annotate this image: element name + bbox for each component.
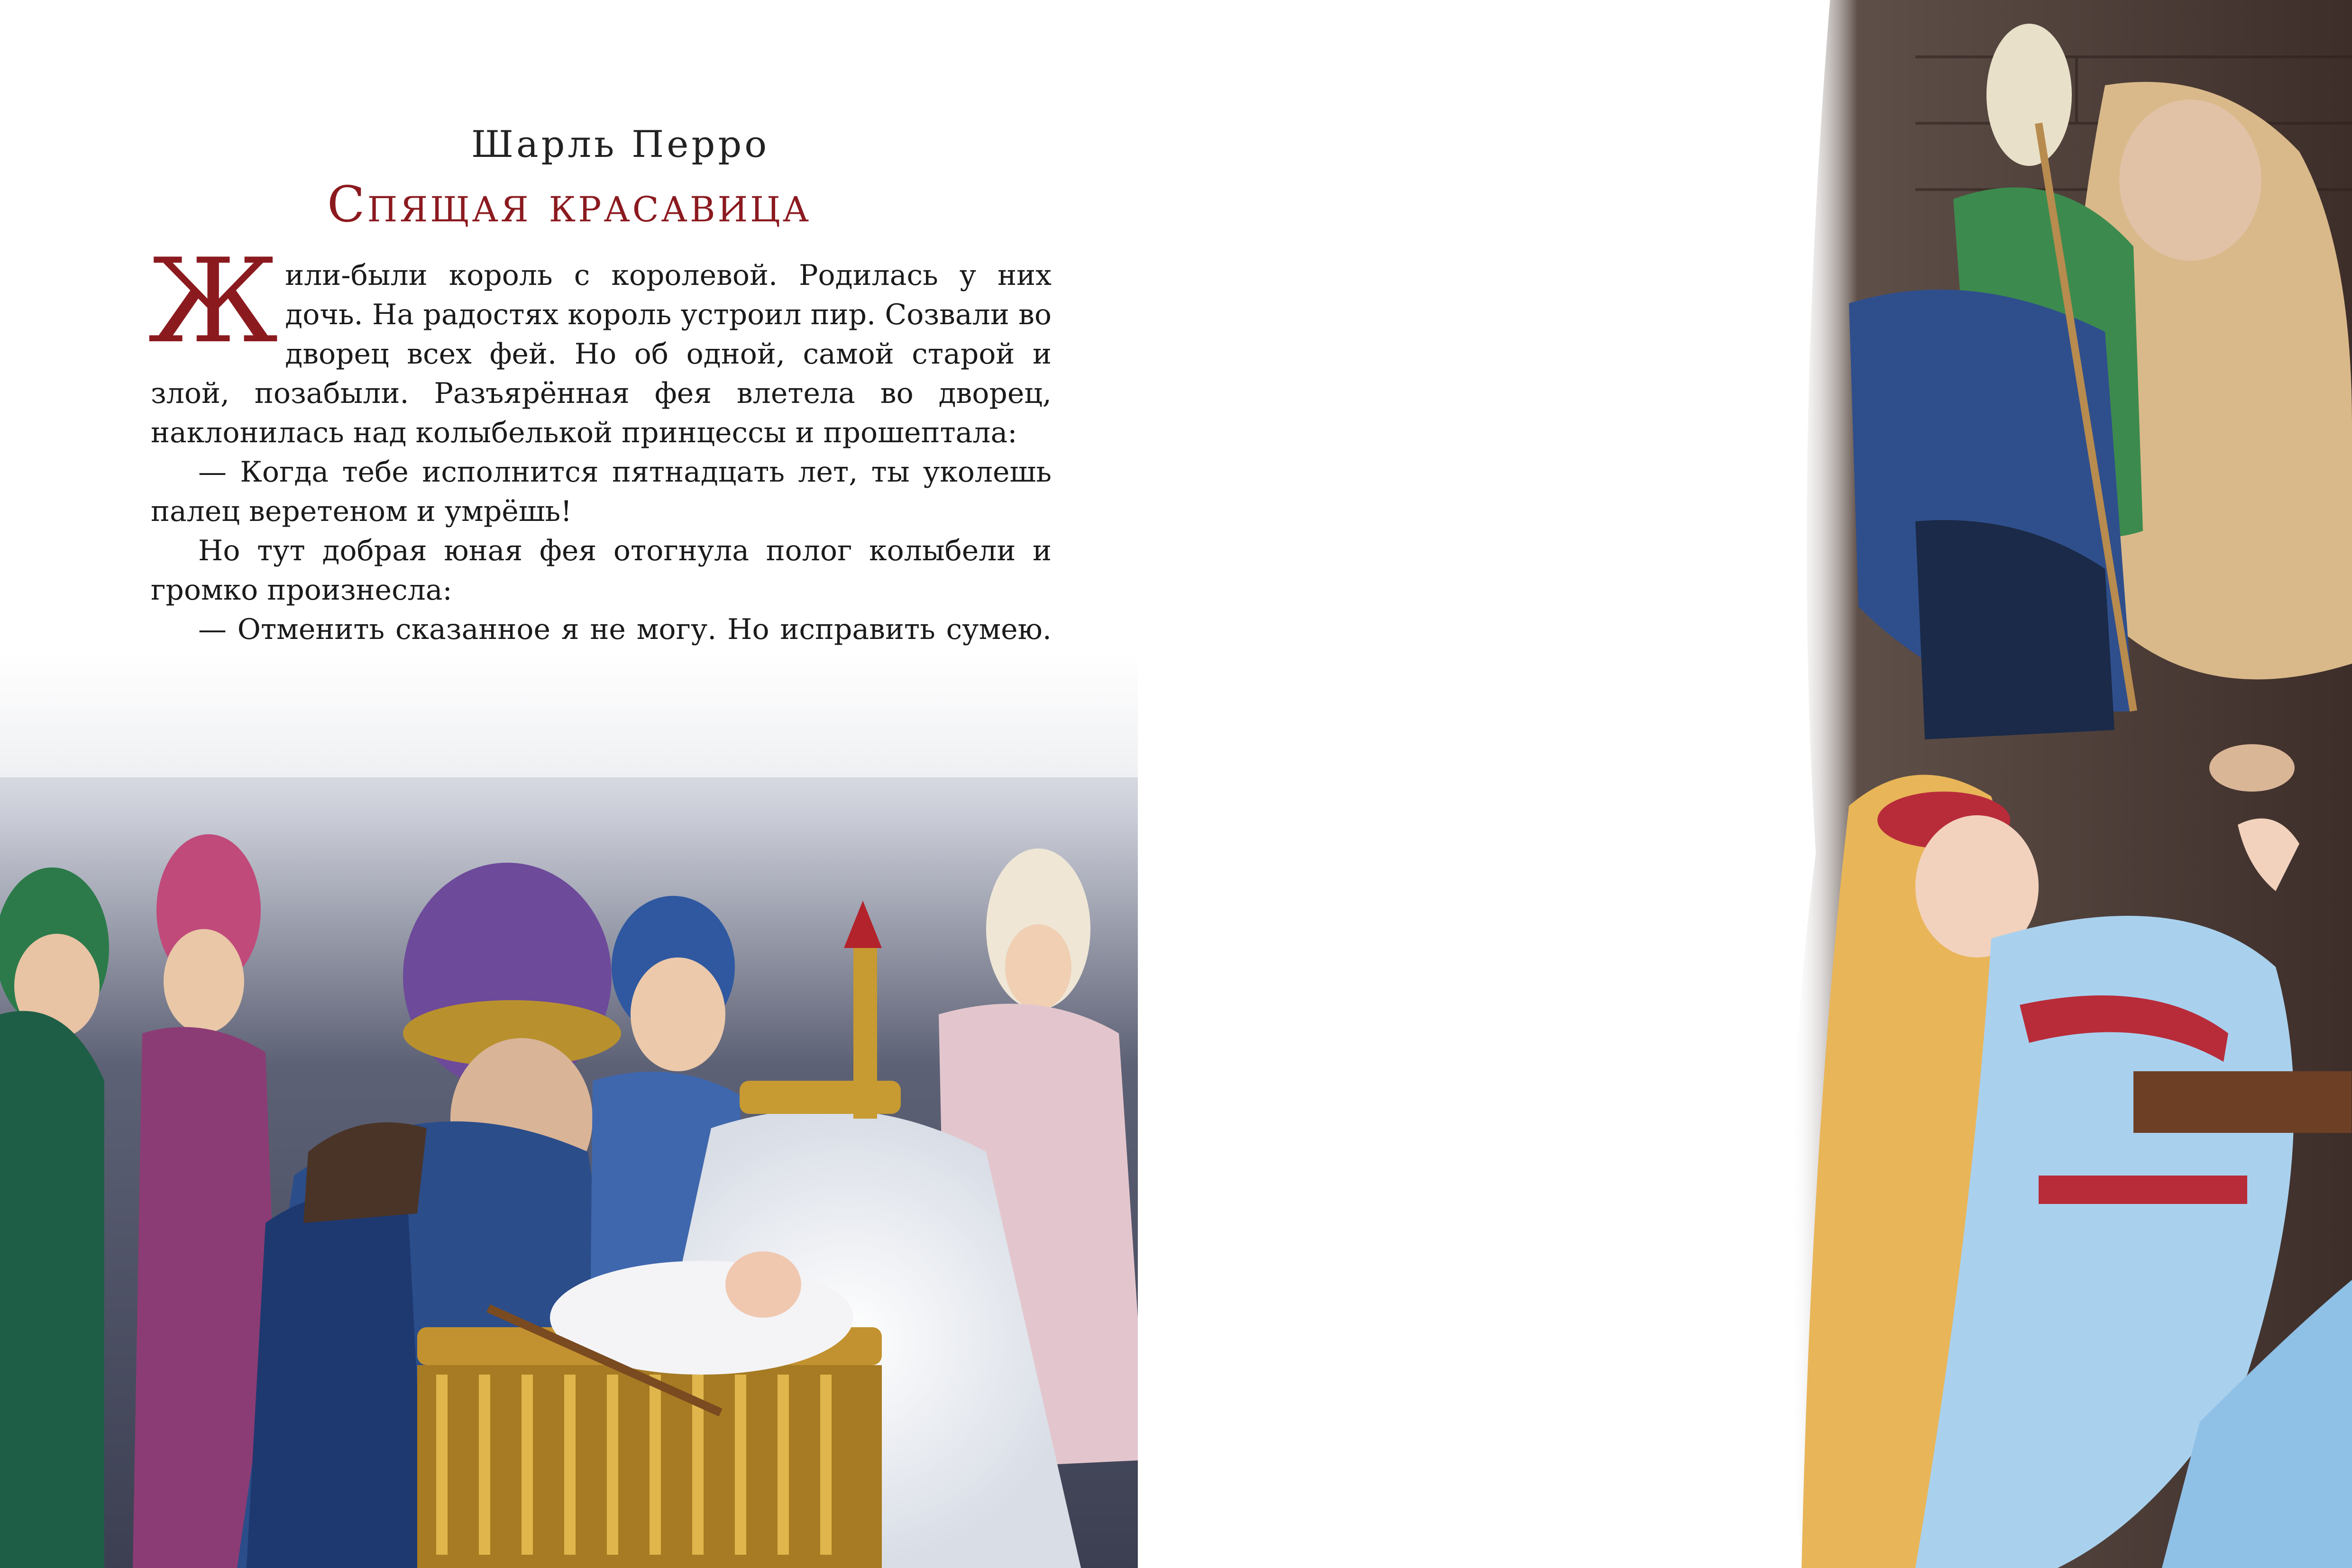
left-page bbox=[0, 0, 1138, 1568]
paragraph-text: или-были король с королевой. Родилась у них дочь. На радостях король устроил пир. Созвали во дворец всех фей. Но об одной, самой старой и злой, позабыли. Разъярённая фея влетела во дворец, наклонилась над колыбелькой принцессы и прошептала: bbox=[151, 259, 1052, 449]
fairies-cradle-illustration bbox=[0, 654, 1138, 1568]
story-title: Спящая красавица bbox=[327, 175, 812, 233]
author-name: Шарль Перро bbox=[471, 123, 770, 166]
paragraph: Но тут добрая юная фея отогнула полог колыбели и громко произнесла: bbox=[151, 534, 1052, 607]
paragraph: — Отменить сказанное я не могу. Но исправить сумею. bbox=[198, 613, 1052, 646]
paragraph: — Когда тебе исполнится пятнадцать лет, ты уколешь палец веретеном и умрёшь! bbox=[151, 456, 1052, 528]
drop-cap: Ж bbox=[148, 234, 279, 369]
paragraph bbox=[148, 234, 1052, 453]
princess-spindle-illustration bbox=[1773, 0, 2352, 1568]
